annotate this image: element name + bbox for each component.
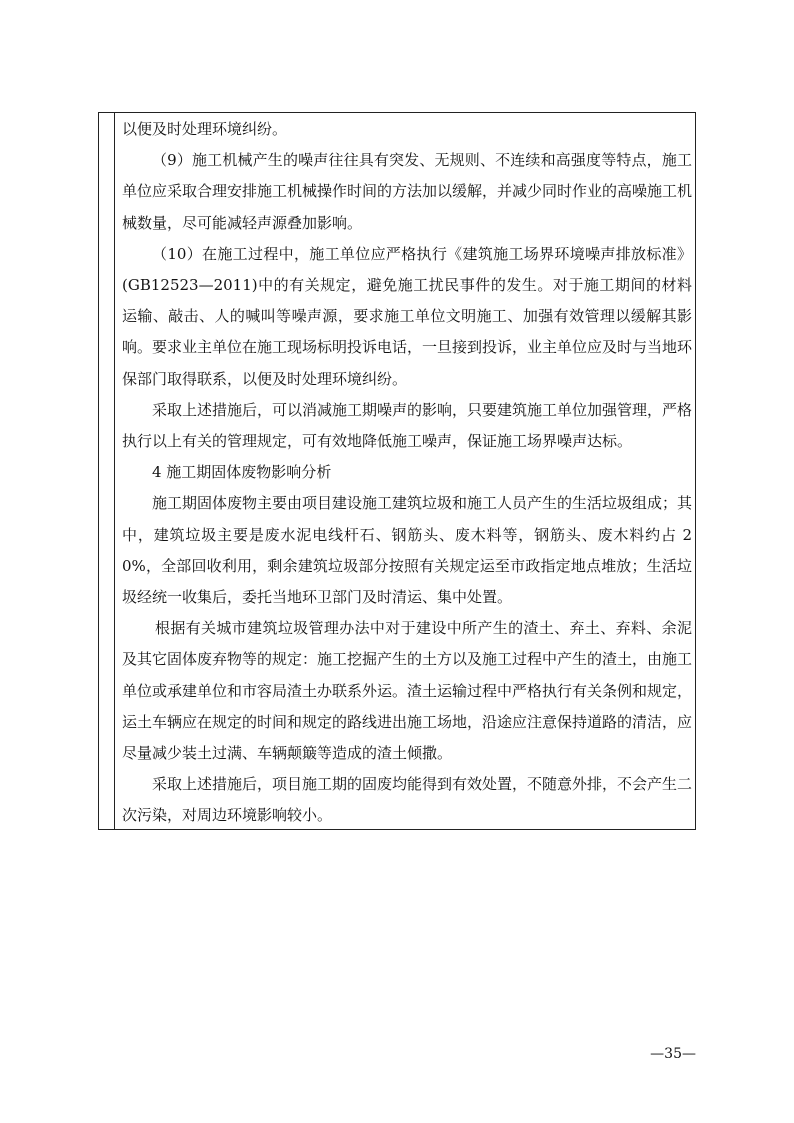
section-heading: 4 施工期固体废物影响分析 — [152, 463, 332, 482]
paragraph-item-10: （10）在施工过程中，施工单位应严格执行《建筑施工场界环境噪声排放标准》(GB12523—2011)中的有关规定，避免施工扰民事件的发生。对于施工期间的材料运输、敲击、人的喊叫等噪声源，要求施工单位文明施工、加强有效管理以缓解其影响。要求业主单位在施工现场标明投诉电话，一旦接到投诉，业主单位应及时与当地环保部门取得联系，以便及时处理环境纠纷。 — [122, 244, 693, 388]
paragraph-waste-summary: 采取上述措施后，项目施工期的固废均能得到有效处置，不随意外排，不会产生二次污染，对周边环境影响较小。 — [122, 775, 693, 825]
paragraph-noise-summary: 采取上述措施后，可以消减施工期噪声的影响，只要建筑施工单位加强管理，严格执行以上有关的管理规定，可有效地降低施工噪声，保证施工场界噪声达标。 — [122, 400, 693, 451]
page-number: —35— — [650, 1046, 696, 1062]
paragraph-item-9: （9）施工机械产生的噪声往往具有突发、无规则、不连续和高强度等特点，施工单位应采取合理安排施工机械操作时间的方法加以缓解，并减少同时作业的高噪施工机械数量，尽可能减轻声源叠加影响。 — [122, 151, 693, 232]
document-body — [122, 114, 692, 832]
table-column-divider — [114, 112, 115, 830]
paragraph-solid-waste: 施工期固体废物主要由项目建设施工建筑垃圾和施工人员产生的生活垃圾组成；其中，建筑垃圾主要是废水泥电线杆石、钢筋头、废木料等，钢筋头、废木料约占 20%，全部回收利用，剩余建筑垃圾部分按照有关规定运至市政指定地点堆放；生活垃圾经统一收集后，委托当地环卫部门及时清运、集中处置。 — [122, 494, 693, 607]
paragraph-continuation: 以便及时处理环境纠纷。 — [122, 120, 288, 138]
paragraph-muck-regulation: 根据有关城市建筑垃圾管理办法中对于建设中所产生的渣土、弃土、弃料、余泥及其它固体废弃物等的规定：施工挖掘产生的土方以及施工过程中产生的渣土，由施工单位或承建单位和市容局渣土办联系外运。渣土运输过程中严格执行有关条例和规定，运土车辆应在规定的时间和规定的路线进出施工场地，沿途应注意保持道路的清洁，应尽量减少装土过满、车辆颠簸等造成的渣土倾撒。 — [122, 619, 693, 763]
